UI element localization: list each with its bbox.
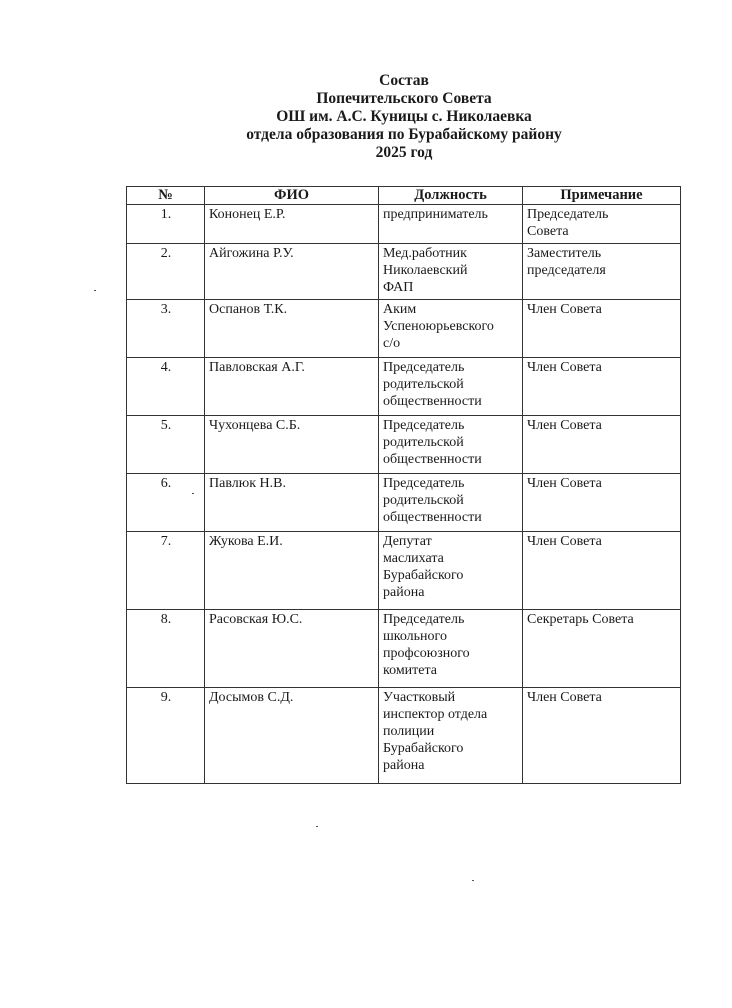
cell-fio: Павловская А.Г. (205, 358, 379, 416)
cell-num: 6. (127, 474, 205, 532)
cell-fio: Чухонцева С.Б. (205, 416, 379, 474)
position-line: комитета (383, 663, 438, 678)
scan-speck (316, 826, 318, 827)
table-row (127, 358, 681, 416)
table-row (127, 416, 681, 474)
table-row (127, 610, 681, 688)
members-table (126, 186, 681, 784)
header-position: Должность (379, 187, 523, 205)
scan-speck (192, 493, 194, 494)
note-line: Член Совета (527, 690, 602, 705)
position-line: инспектор отдела (383, 707, 488, 722)
cell-position (379, 205, 523, 244)
position-line: Аким (383, 302, 417, 317)
position-line: общественности (383, 452, 482, 467)
cell-note (523, 358, 681, 416)
position-line: Председатель (383, 360, 465, 375)
header-note: Примечание (523, 187, 681, 205)
position-line: Николаевский (383, 263, 468, 278)
cell-position (379, 532, 523, 610)
position-line: Успеноюрьевского (383, 319, 494, 334)
position-line: родительской (383, 435, 464, 450)
table-row (127, 300, 681, 358)
position-line: родительской (383, 377, 464, 392)
position-line: Бурабайского (383, 568, 464, 583)
heading-line-3: ОШ им. А.С. Куницы с. Николаевка (276, 108, 532, 125)
cell-fio: Досымов С.Д. (205, 688, 379, 784)
note-line: Председатель (527, 207, 609, 222)
table-header-row (127, 187, 681, 205)
position-line: предприниматель (383, 207, 488, 222)
heading-line-2: Попечительского Совета (316, 90, 492, 107)
table-row (127, 474, 681, 532)
position-line: района (383, 758, 425, 773)
position-line: с/о (383, 336, 401, 351)
heading-line-5: 2025 год (375, 144, 433, 161)
cell-position (379, 300, 523, 358)
cell-fio: Расовская Ю.С. (205, 610, 379, 688)
table-row (127, 205, 681, 244)
cell-fio: Оспанов Т.К. (205, 300, 379, 358)
position-line: Председатель (383, 612, 465, 627)
cell-note (523, 474, 681, 532)
note-line: Совета (527, 224, 569, 239)
table-row (127, 244, 681, 300)
heading-line-4: отдела образования по Бурабайскому району (246, 126, 562, 143)
cell-fio: Кононец Е.Р. (205, 205, 379, 244)
cell-num: 2. (127, 244, 205, 300)
cell-note (523, 244, 681, 300)
note-line: председателя (527, 263, 606, 278)
heading-line-1: Состав (379, 72, 429, 89)
cell-note (523, 205, 681, 244)
cell-note (523, 532, 681, 610)
position-line: профсоюзного (383, 646, 470, 661)
position-line: полиции (383, 724, 435, 739)
cell-position (379, 474, 523, 532)
position-line: Председатель (383, 476, 465, 491)
cell-note (523, 416, 681, 474)
cell-fio: Жукова Е.И. (205, 532, 379, 610)
position-line: района (383, 585, 425, 600)
note-line: Член Совета (527, 302, 602, 317)
cell-note (523, 610, 681, 688)
position-line: школьного (383, 629, 447, 644)
note-line: Член Совета (527, 476, 602, 491)
header-num: № (127, 187, 205, 205)
note-line: Член Совета (527, 418, 602, 433)
note-line: Член Совета (527, 534, 602, 549)
cell-num: 9. (127, 688, 205, 784)
position-line: общественности (383, 394, 482, 409)
header-fio: ФИО (205, 187, 379, 205)
cell-position (379, 610, 523, 688)
position-line: родительской (383, 493, 464, 508)
position-line: Участковый (383, 690, 456, 705)
cell-num: 1. (127, 205, 205, 244)
position-line: Мед.работник (383, 246, 467, 261)
cell-num: 8. (127, 610, 205, 688)
cell-num: 4. (127, 358, 205, 416)
document-heading (0, 72, 732, 162)
scan-speck (94, 290, 96, 291)
cell-fio: Павлюк Н.В. (205, 474, 379, 532)
note-line: Заместитель (527, 246, 602, 261)
cell-num: 7. (127, 532, 205, 610)
cell-position (379, 244, 523, 300)
cell-position (379, 416, 523, 474)
cell-note (523, 688, 681, 784)
scan-speck (472, 880, 474, 881)
note-line: Секретарь Совета (527, 612, 634, 627)
note-line: Член Совета (527, 360, 602, 375)
cell-num: 3. (127, 300, 205, 358)
position-line: общественности (383, 510, 482, 525)
table-body (127, 205, 681, 784)
table-row (127, 688, 681, 784)
cell-fio: Айгожина Р.У. (205, 244, 379, 300)
position-line: маслихата (383, 551, 444, 566)
cell-position (379, 688, 523, 784)
cell-note (523, 300, 681, 358)
cell-num: 5. (127, 416, 205, 474)
position-line: ФАП (383, 280, 414, 295)
position-line: Председатель (383, 418, 465, 433)
position-line: Бурабайского (383, 741, 464, 756)
cell-position (379, 358, 523, 416)
table-row (127, 532, 681, 610)
position-line: Депутат (383, 534, 432, 549)
